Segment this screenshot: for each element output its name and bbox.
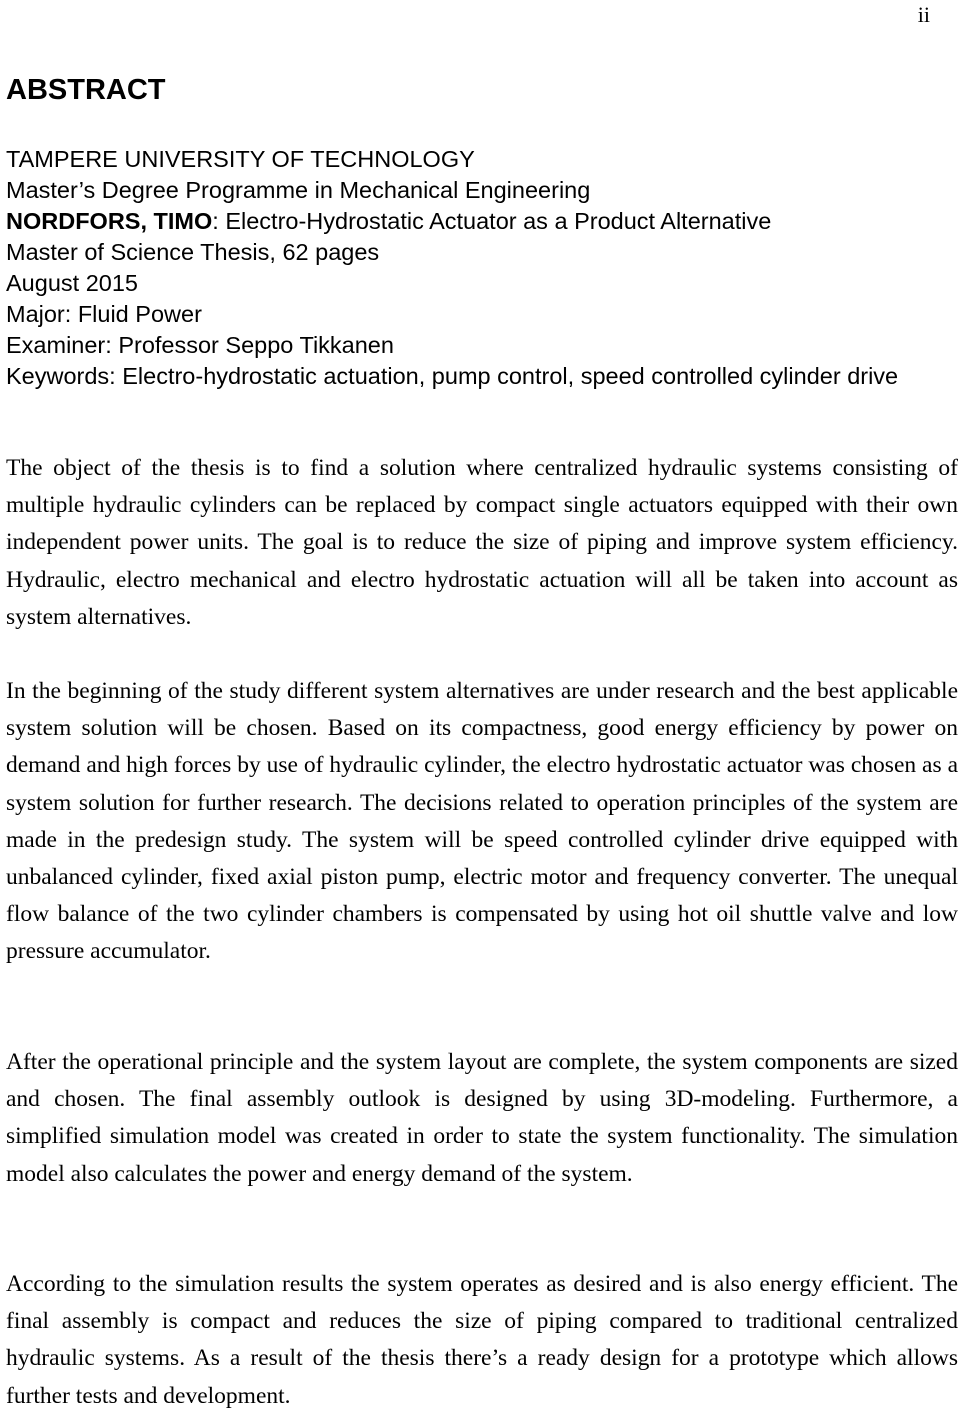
author-title-line bbox=[6, 206, 956, 237]
author-name: NORDFORS, TIMO bbox=[6, 208, 213, 234]
examiner-line: Examiner: Professor Seppo Tikkanen bbox=[6, 332, 394, 358]
major-line: Major: Fluid Power bbox=[6, 301, 202, 327]
programme-line: Master’s Degree Programme in Mechanical Engineering bbox=[6, 177, 591, 203]
page-number: ii bbox=[917, 2, 930, 27]
abstract-heading: ABSTRACT bbox=[6, 74, 166, 106]
thesis-info-line: Master of Science Thesis, 62 pages bbox=[6, 239, 380, 265]
abstract-paragraph-3: After the operational principle and the system layout are complete, the system components are sized and chosen. The final assembly outlook is designed by using 3D-modeling. Furthermore, a simplified simulation model was created in order to state the system functionality. The simulation model also calculates the power and energy demand of the system. bbox=[6, 1049, 958, 1187]
university-line: TAMPERE UNIVERSITY OF TECHNOLOGY bbox=[6, 146, 475, 172]
abstract-paragraph-1: The object of the thesis is to find a solution where centralized hydraulic systems consisting of multiple hydraulic cylinders can be replaced by compact single actuators equipped with their own independent power units. The goal is to reduce the size of piping and improve system efficiency. Hydraulic, electro mechanical and electro hydrostatic actuation will all be taken into account as system alternatives. bbox=[6, 455, 958, 630]
thesis-metadata bbox=[6, 144, 956, 392]
abstract-paragraph-4: According to the simulation results the system operates as desired and is also energy efficient. The final assembly is compact and reduces the size of piping compared to traditional centralized hydraulic systems. As a result of the thesis there’s a ready design for a prototype which allows further tests and development. bbox=[6, 1271, 958, 1409]
thesis-title: : Electro-Hydrostatic Actuator as a Product Alternative bbox=[212, 208, 772, 234]
date-line: August 2015 bbox=[6, 270, 138, 296]
keywords-line: Keywords: Electro-hydrostatic actuation, pump control, speed controlled cylinder drive bbox=[6, 363, 899, 389]
abstract-paragraph-2: In the beginning of the study different system alternatives are under research and the best applicable system solution will be chosen. Based on its compactness, good energy efficiency by power on demand and high forces by use of hydraulic cylinder, the electro hydrostatic actuator was chosen as a system solution for further research. The decisions related to operation principles of the system are made in the predesign study. The system will be speed controlled cylinder drive equipped with unbalanced cylinder, fixed axial piston pump, electric motor and frequency converter. The unequal flow balance of the two cylinder chambers is compensated by using hot oil shuttle valve and low pressure accumulator. bbox=[6, 678, 958, 965]
